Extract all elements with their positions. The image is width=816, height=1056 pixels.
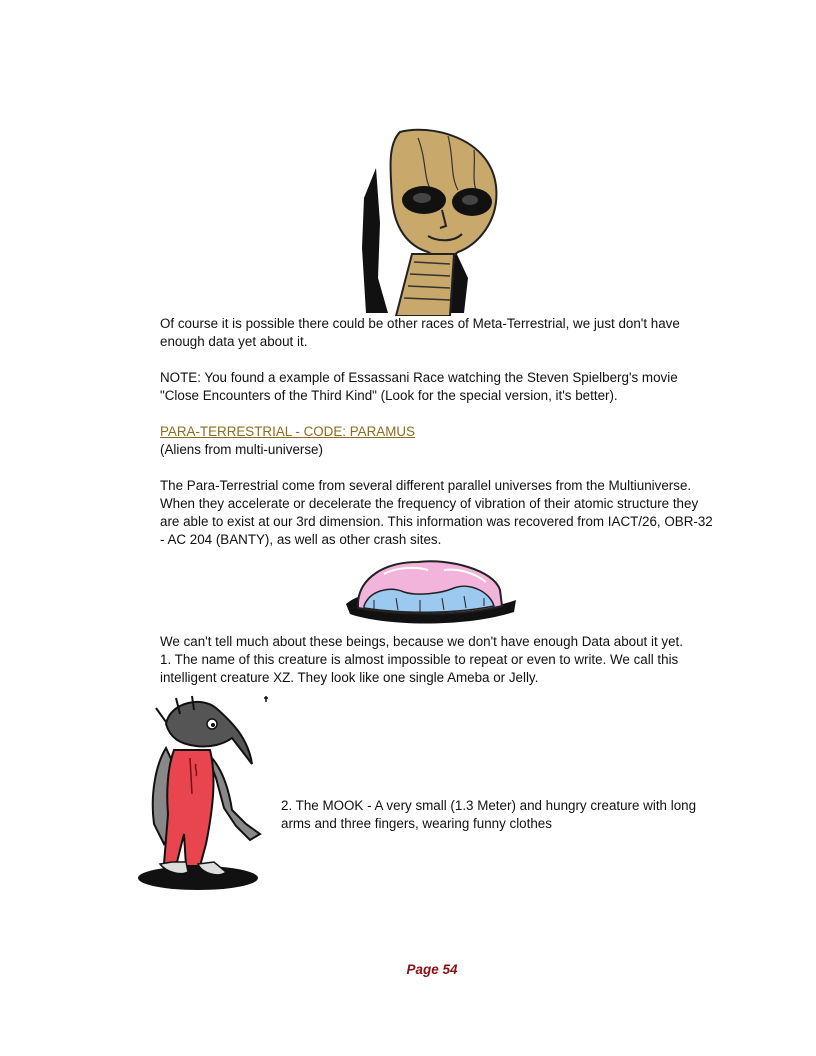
section-heading-link[interactable]	[160, 423, 720, 441]
page-number: Page 54	[406, 962, 458, 977]
jelly-creature-illustration	[344, 556, 520, 626]
section-subtitle: (Aliens from multi-universe)	[160, 442, 323, 457]
para-terrestrial-paragraph: The Para-Terrestrial come from several different parallel universes from the Multiuniverse. When they accelerate or decelerate the frequency of vibration of their atomic structure they are able to exist at our 3rd dimension. This information was recovered from IACT/26, OBR-32 - AC 204 (BANTY), as well as other crash sites.	[160, 478, 713, 547]
section-heading[interactable]: PARA-TERRESTRIAL - CODE: PARAMUS	[160, 424, 415, 439]
alien-head-illustration	[358, 128, 508, 316]
creature-item-1: 1. The name of this creature is almost impossible to repeat or even to write. We call this intelligent creature XZ. They look like one single Ameba or Jelly.	[160, 652, 679, 685]
creature-item-2: 2. The MOOK - A very small (1.3 Meter) and hungry creature with long arms and three fingers, wearing funny clothes	[281, 798, 697, 831]
note-paragraph: NOTE: You found a example of Essassani Race watching the Steven Spielberg's movie "Close Encounters of the Third Kind" (Look for the special version, it's better).	[160, 370, 678, 403]
mook-creature-illustration	[136, 694, 272, 892]
data-paragraph: We can't tell much about these beings, because we don't have enough Data about it yet.	[160, 634, 683, 649]
intro-paragraph: Of course it is possible there could be other races of Meta-Terrestrial, we just don't have enough data yet about it.	[160, 316, 680, 349]
